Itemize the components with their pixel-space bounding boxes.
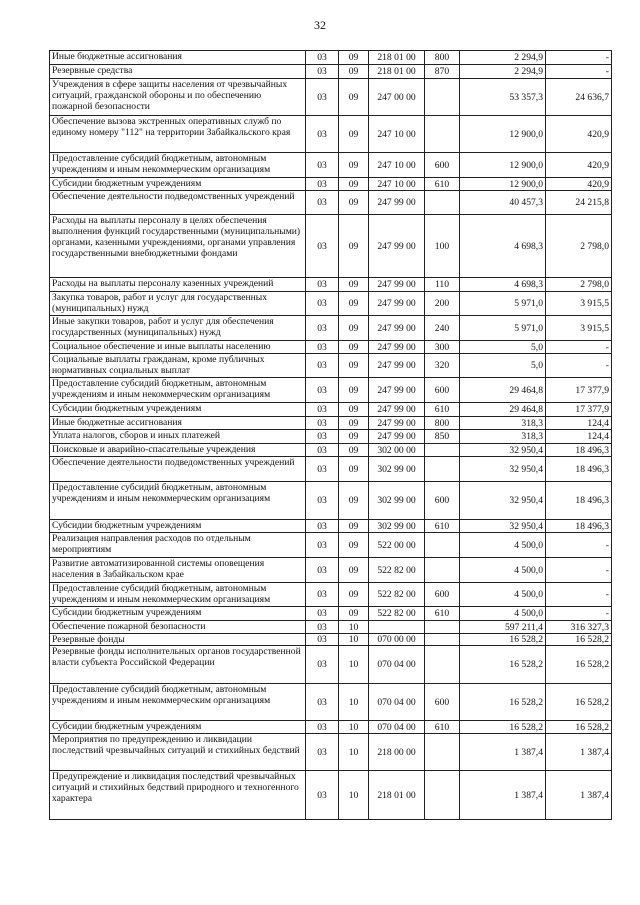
table-row xyxy=(50,734,612,771)
row-expense-type: 870 xyxy=(425,65,460,79)
row-target-article: 247 00 00 xyxy=(369,79,425,116)
row-expense-type: 600 xyxy=(425,583,460,607)
row-expense-type: 240 xyxy=(425,316,460,341)
row-amount-executed: 16 528,2 xyxy=(546,721,612,734)
row-expense-type: 610 xyxy=(425,607,460,621)
budget-table xyxy=(49,50,612,820)
row-subsection: 09 xyxy=(339,430,369,444)
row-subsection: 10 xyxy=(339,621,369,634)
row-name: Субсидии бюджетным учреждениям xyxy=(50,520,306,533)
row-amount-approved: 16 528,2 xyxy=(460,721,546,734)
row-amount-executed: 1 387,4 xyxy=(546,734,612,771)
row-target-article: 522 82 00 xyxy=(369,583,425,607)
row-expense-type: 600 xyxy=(425,482,460,520)
row-target-article: 302 99 00 xyxy=(369,482,425,520)
row-expense-type xyxy=(425,533,460,558)
row-name: Мероприятия по предупреждению и ликвидации последствий чрезвычайных ситуаций и стихийных бедствий xyxy=(50,734,306,771)
row-name: Предоставление субсидий бюджетным, автономным учреждениям и иным некоммерческим организациям xyxy=(50,378,306,403)
row-section: 03 xyxy=(306,292,339,316)
row-amount-executed: - xyxy=(546,558,612,583)
row-name: Обеспечение деятельности подведомственных учреждений xyxy=(50,457,306,482)
row-name: Субсидии бюджетным учреждениям xyxy=(50,403,306,417)
row-name: Субсидии бюджетным учреждениям xyxy=(50,721,306,734)
row-expense-type xyxy=(425,558,460,583)
row-target-article: 247 10 00 xyxy=(369,178,425,191)
row-subsection: 10 xyxy=(339,771,369,820)
table-row xyxy=(50,520,612,533)
row-amount-approved: 318,3 xyxy=(460,430,546,444)
row-expense-type xyxy=(425,457,460,482)
row-amount-approved: 16 528,2 xyxy=(460,684,546,721)
row-amount-executed: 16 528,2 xyxy=(546,684,612,721)
row-amount-executed: 124,4 xyxy=(546,430,612,444)
row-subsection: 09 xyxy=(339,341,369,354)
row-amount-approved: 5 971,0 xyxy=(460,316,546,341)
row-section: 03 xyxy=(306,533,339,558)
row-amount-approved: 12 900,0 xyxy=(460,116,546,153)
row-subsection: 09 xyxy=(339,558,369,583)
row-name: Иные закупки товаров, работ и услуг для обеспечения государственных (муниципальных) нужд xyxy=(50,316,306,341)
row-expense-type xyxy=(425,646,460,684)
row-subsection: 09 xyxy=(339,457,369,482)
row-target-article: 302 99 00 xyxy=(369,457,425,482)
table-row xyxy=(50,278,612,292)
row-section: 03 xyxy=(306,734,339,771)
row-section: 03 xyxy=(306,341,339,354)
row-amount-executed: 2 798,0 xyxy=(546,215,612,278)
row-expense-type xyxy=(425,79,460,116)
row-expense-type xyxy=(425,771,460,820)
row-expense-type: 100 xyxy=(425,215,460,278)
row-name: Обеспечение вызова экстренных оперативных служб по единому номеру "112" на территории Забайкальского края xyxy=(50,116,306,153)
row-section: 03 xyxy=(306,153,339,178)
row-name: Субсидии бюджетным учреждениям xyxy=(50,607,306,621)
row-name: Развитие автоматизированной системы оповещения населения в Забайкальском крае xyxy=(50,558,306,583)
row-amount-executed: - xyxy=(546,65,612,79)
row-amount-executed: - xyxy=(546,583,612,607)
row-subsection: 10 xyxy=(339,721,369,734)
page-number: 32 xyxy=(314,18,326,32)
row-expense-type: 610 xyxy=(425,178,460,191)
row-amount-executed: - xyxy=(546,607,612,621)
row-subsection: 09 xyxy=(339,65,369,79)
table-row xyxy=(50,341,612,354)
row-section: 03 xyxy=(306,444,339,457)
row-target-article: 247 10 00 xyxy=(369,153,425,178)
row-subsection: 10 xyxy=(339,684,369,721)
row-expense-type: 600 xyxy=(425,378,460,403)
table-row xyxy=(50,533,612,558)
row-amount-executed: 420,9 xyxy=(546,116,612,153)
row-expense-type xyxy=(425,116,460,153)
row-expense-type xyxy=(425,191,460,215)
row-expense-type: 600 xyxy=(425,153,460,178)
row-amount-executed: - xyxy=(546,533,612,558)
row-target-article: 247 99 00 xyxy=(369,316,425,341)
row-amount-approved: 53 357,3 xyxy=(460,79,546,116)
row-target-article: 247 99 00 xyxy=(369,354,425,378)
row-expense-type: 610 xyxy=(425,520,460,533)
row-name: Резервные фонды xyxy=(50,634,306,646)
row-name: Предоставление субсидий бюджетным, автономным учреждениям и иным некоммерческим организациям xyxy=(50,684,306,721)
table-row xyxy=(50,51,612,65)
row-subsection: 09 xyxy=(339,292,369,316)
table-row xyxy=(50,153,612,178)
row-name: Обеспечение деятельности подведомственных учреждений xyxy=(50,191,306,215)
row-amount-executed: - xyxy=(546,354,612,378)
row-amount-approved: 32 950,4 xyxy=(460,482,546,520)
table-row xyxy=(50,316,612,341)
row-amount-approved: 29 464,8 xyxy=(460,403,546,417)
row-name: Предоставление субсидий бюджетным, автономным учреждениям и иным некоммерческим организациям xyxy=(50,583,306,607)
table-row xyxy=(50,79,612,116)
row-amount-executed: 24 215,8 xyxy=(546,191,612,215)
row-expense-type xyxy=(425,444,460,457)
row-section: 03 xyxy=(306,771,339,820)
row-expense-type xyxy=(425,634,460,646)
row-amount-executed: 2 798,0 xyxy=(546,278,612,292)
table-row xyxy=(50,558,612,583)
row-amount-executed: 316 327,3 xyxy=(546,621,612,634)
row-target-article: 247 99 00 xyxy=(369,430,425,444)
row-section: 03 xyxy=(306,430,339,444)
row-expense-type xyxy=(425,621,460,634)
row-amount-approved: 32 950,4 xyxy=(460,444,546,457)
row-expense-type xyxy=(425,734,460,771)
row-target-article: 522 82 00 xyxy=(369,558,425,583)
table-row xyxy=(50,417,612,430)
row-subsection: 10 xyxy=(339,634,369,646)
row-amount-executed: 18 496,3 xyxy=(546,444,612,457)
row-name: Уплата налогов, сборов и иных платежей xyxy=(50,430,306,444)
row-amount-approved: 2 294,9 xyxy=(460,65,546,79)
row-target-article: 247 99 00 xyxy=(369,378,425,403)
row-target-article: 522 00 00 xyxy=(369,533,425,558)
row-section: 03 xyxy=(306,583,339,607)
row-section: 03 xyxy=(306,646,339,684)
table-row xyxy=(50,403,612,417)
row-section: 03 xyxy=(306,51,339,65)
row-target-article: 247 99 00 xyxy=(369,215,425,278)
row-section: 03 xyxy=(306,482,339,520)
row-subsection: 09 xyxy=(339,116,369,153)
table-row xyxy=(50,684,612,721)
row-target-article: 070 04 00 xyxy=(369,646,425,684)
table-row xyxy=(50,721,612,734)
row-target-article: 218 01 00 xyxy=(369,51,425,65)
row-subsection: 09 xyxy=(339,153,369,178)
row-expense-type: 600 xyxy=(425,684,460,721)
table-row xyxy=(50,215,612,278)
table-row xyxy=(50,178,612,191)
row-name: Предоставление субсидий бюджетным, автономным учреждениям и иным некоммерческим организациям xyxy=(50,153,306,178)
table-row xyxy=(50,378,612,403)
row-subsection: 09 xyxy=(339,403,369,417)
table-row xyxy=(50,646,612,684)
row-section: 03 xyxy=(306,520,339,533)
row-name: Социальные выплаты гражданам, кроме публичных нормативных социальных выплат xyxy=(50,354,306,378)
row-target-article: 522 82 00 xyxy=(369,607,425,621)
row-target-article: 247 99 00 xyxy=(369,278,425,292)
row-subsection: 09 xyxy=(339,51,369,65)
row-target-article: 070 04 00 xyxy=(369,721,425,734)
row-name: Социальное обеспечение и иные выплаты населению xyxy=(50,341,306,354)
row-subsection: 10 xyxy=(339,734,369,771)
table-row xyxy=(50,634,612,646)
row-amount-approved: 5 971,0 xyxy=(460,292,546,316)
row-subsection: 09 xyxy=(339,354,369,378)
row-target-article: 247 99 00 xyxy=(369,292,425,316)
row-subsection: 09 xyxy=(339,583,369,607)
row-name: Расходы на выплаты персоналу казенных учреждений xyxy=(50,278,306,292)
row-amount-executed: 420,9 xyxy=(546,178,612,191)
table-row xyxy=(50,354,612,378)
row-amount-approved: 4 500,0 xyxy=(460,533,546,558)
row-expense-type: 850 xyxy=(425,430,460,444)
row-amount-executed: 18 496,3 xyxy=(546,457,612,482)
table-row xyxy=(50,771,612,820)
row-expense-type: 610 xyxy=(425,721,460,734)
row-section: 03 xyxy=(306,721,339,734)
row-target-article: 302 00 00 xyxy=(369,444,425,457)
row-target-article: 218 01 00 xyxy=(369,65,425,79)
row-amount-executed: 3 915,5 xyxy=(546,292,612,316)
row-section: 03 xyxy=(306,417,339,430)
row-amount-executed: 16 528,2 xyxy=(546,634,612,646)
row-section: 03 xyxy=(306,215,339,278)
row-section: 03 xyxy=(306,191,339,215)
row-amount-executed: 24 636,7 xyxy=(546,79,612,116)
row-name: Обеспечение пожарной безопасности xyxy=(50,621,306,634)
row-amount-executed: 16 528,2 xyxy=(546,646,612,684)
row-amount-executed: 17 377,9 xyxy=(546,378,612,403)
row-section: 03 xyxy=(306,79,339,116)
row-amount-approved: 12 900,0 xyxy=(460,178,546,191)
row-name: Закупка товаров, работ и услуг для государственных (муниципальных) нужд xyxy=(50,292,306,316)
row-expense-type: 200 xyxy=(425,292,460,316)
row-amount-approved: 16 528,2 xyxy=(460,634,546,646)
row-amount-approved: 1 387,4 xyxy=(460,734,546,771)
row-subsection: 09 xyxy=(339,607,369,621)
row-section: 03 xyxy=(306,378,339,403)
row-section: 03 xyxy=(306,684,339,721)
row-section: 03 xyxy=(306,457,339,482)
row-name: Реализация направления расходов по отдельным мероприятиям xyxy=(50,533,306,558)
row-name: Поисковые и аварийно-спасательные учреждения xyxy=(50,444,306,457)
row-subsection: 09 xyxy=(339,79,369,116)
row-amount-approved: 32 950,4 xyxy=(460,457,546,482)
row-subsection: 09 xyxy=(339,417,369,430)
row-section: 03 xyxy=(306,65,339,79)
row-subsection: 09 xyxy=(339,316,369,341)
row-amount-approved: 5,0 xyxy=(460,341,546,354)
row-amount-approved: 16 528,2 xyxy=(460,646,546,684)
table-row xyxy=(50,430,612,444)
row-name: Учреждения в сфере защиты населения от чрезвычайных ситуаций, гражданской обороны и по обеспечению пожарной безопасности xyxy=(50,79,306,116)
row-amount-approved: 12 900,0 xyxy=(460,153,546,178)
row-subsection: 09 xyxy=(339,278,369,292)
row-expense-type: 300 xyxy=(425,341,460,354)
row-amount-executed: 1 387,4 xyxy=(546,771,612,820)
row-section: 03 xyxy=(306,178,339,191)
table-row xyxy=(50,607,612,621)
row-target-article: 247 99 00 xyxy=(369,191,425,215)
row-name: Предупреждение и ликвидация последствий чрезвычайных ситуаций и стихийных бедствий природного и техногенного характера xyxy=(50,771,306,820)
row-target-article: 218 01 00 xyxy=(369,771,425,820)
row-section: 03 xyxy=(306,278,339,292)
row-amount-approved: 4 500,0 xyxy=(460,583,546,607)
row-section: 03 xyxy=(306,316,339,341)
row-expense-type: 800 xyxy=(425,417,460,430)
row-target-article: 247 99 00 xyxy=(369,417,425,430)
row-amount-approved: 32 950,4 xyxy=(460,520,546,533)
row-subsection: 09 xyxy=(339,378,369,403)
row-amount-approved: 40 457,3 xyxy=(460,191,546,215)
table-row xyxy=(50,482,612,520)
row-amount-approved: 4 500,0 xyxy=(460,607,546,621)
table-row xyxy=(50,191,612,215)
row-amount-approved: 2 294,9 xyxy=(460,51,546,65)
row-target-article: 070 00 00 xyxy=(369,634,425,646)
row-subsection: 09 xyxy=(339,191,369,215)
row-section: 03 xyxy=(306,403,339,417)
table-row xyxy=(50,444,612,457)
row-section: 03 xyxy=(306,354,339,378)
row-section: 03 xyxy=(306,558,339,583)
row-section: 03 xyxy=(306,607,339,621)
table-row xyxy=(50,116,612,153)
row-target-article xyxy=(369,621,425,634)
row-name: Иные бюджетные ассигнования xyxy=(50,51,306,65)
row-amount-executed: 18 496,3 xyxy=(546,482,612,520)
row-amount-approved: 29 464,8 xyxy=(460,378,546,403)
row-subsection: 09 xyxy=(339,444,369,457)
row-amount-executed: 18 496,3 xyxy=(546,520,612,533)
row-subsection: 09 xyxy=(339,482,369,520)
row-target-article: 218 00 00 xyxy=(369,734,425,771)
row-amount-approved: 1 387,4 xyxy=(460,771,546,820)
row-section: 03 xyxy=(306,116,339,153)
row-amount-approved: 4 698,3 xyxy=(460,215,546,278)
row-name: Резервные средства xyxy=(50,65,306,79)
row-expense-type: 110 xyxy=(425,278,460,292)
table-row xyxy=(50,583,612,607)
row-expense-type: 320 xyxy=(425,354,460,378)
row-section: 03 xyxy=(306,634,339,646)
row-target-article: 302 99 00 xyxy=(369,520,425,533)
table-row xyxy=(50,457,612,482)
row-name: Иные бюджетные ассигнования xyxy=(50,417,306,430)
row-amount-executed: 124,4 xyxy=(546,417,612,430)
row-subsection: 09 xyxy=(339,178,369,191)
row-amount-executed: - xyxy=(546,51,612,65)
row-expense-type: 610 xyxy=(425,403,460,417)
table-row xyxy=(50,292,612,316)
table-row xyxy=(50,65,612,79)
row-target-article: 247 10 00 xyxy=(369,116,425,153)
row-section: 03 xyxy=(306,621,339,634)
row-amount-executed: 3 915,5 xyxy=(546,316,612,341)
row-amount-executed: 17 377,9 xyxy=(546,403,612,417)
row-subsection: 09 xyxy=(339,533,369,558)
row-amount-approved: 318,3 xyxy=(460,417,546,430)
row-amount-executed: 420,9 xyxy=(546,153,612,178)
row-subsection: 10 xyxy=(339,646,369,684)
row-amount-executed: - xyxy=(546,341,612,354)
row-target-article: 070 04 00 xyxy=(369,684,425,721)
row-amount-approved: 5,0 xyxy=(460,354,546,378)
row-name: Расходы на выплаты персоналу в целях обеспечения выполнения функций государственными (муниципальными) органами, казенными учреждениями, органами управления государственными внебюджетными фондами xyxy=(50,215,306,278)
row-name: Резервные фонды исполнительных органов государственной власти субъекта Российской Федерации xyxy=(50,646,306,684)
table-row xyxy=(50,621,612,634)
row-target-article: 247 99 00 xyxy=(369,403,425,417)
row-amount-approved: 597 211,4 xyxy=(460,621,546,634)
row-target-article: 247 99 00 xyxy=(369,341,425,354)
row-amount-approved: 4 698,3 xyxy=(460,278,546,292)
row-name: Субсидии бюджетным учреждениям xyxy=(50,178,306,191)
row-subsection: 09 xyxy=(339,520,369,533)
row-expense-type: 800 xyxy=(425,51,460,65)
row-subsection: 09 xyxy=(339,215,369,278)
row-amount-approved: 4 500,0 xyxy=(460,558,546,583)
row-name: Предоставление субсидий бюджетным, автономным учреждениям и иным некоммерческим организациям xyxy=(50,482,306,520)
